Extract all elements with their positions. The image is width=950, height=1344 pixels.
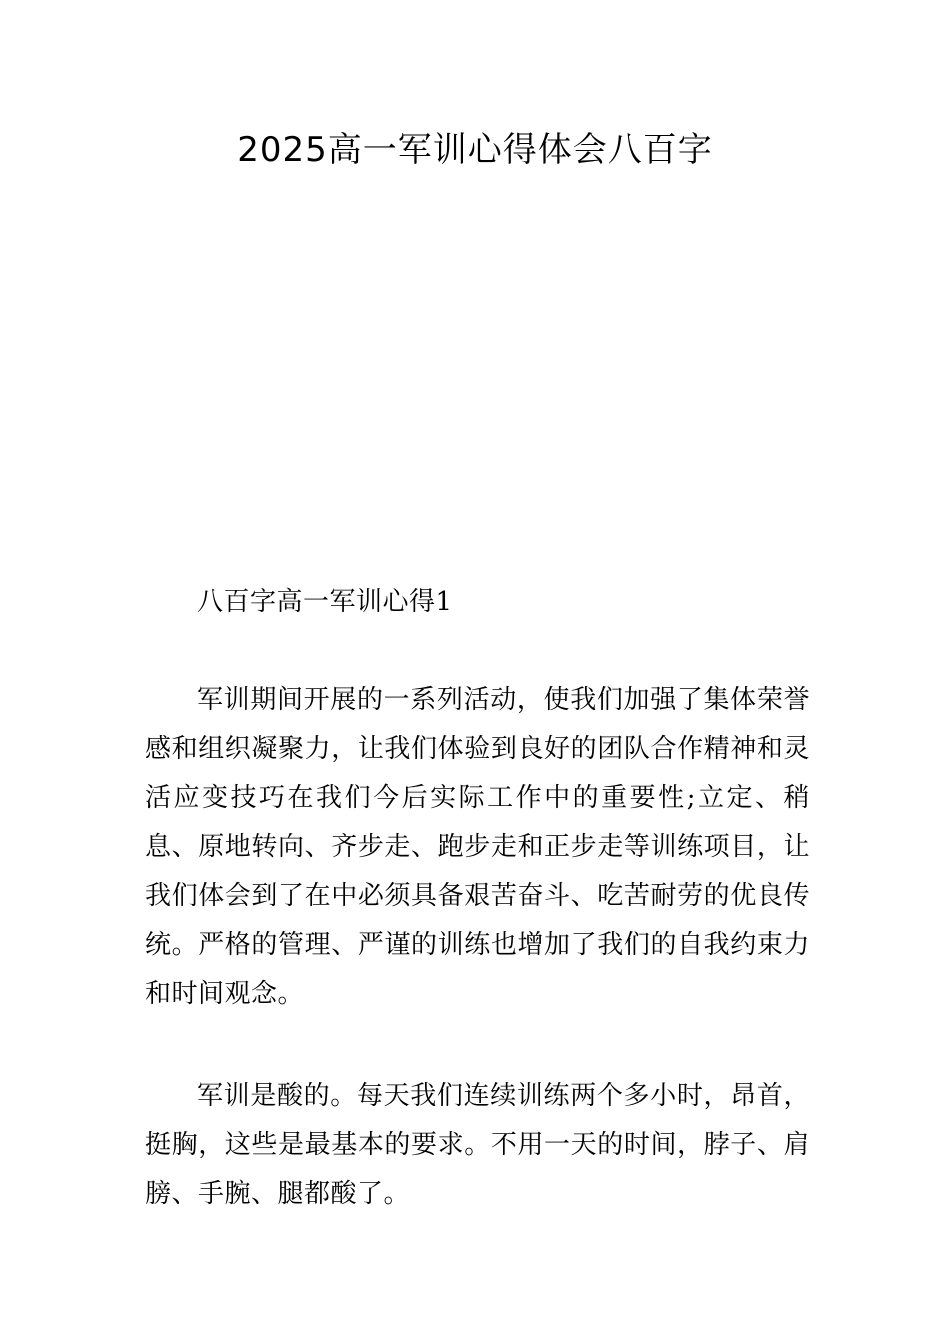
section-heading: 八百字高一军训心得1 bbox=[197, 587, 453, 617]
paragraph-1: 军训期间开展的一系列活动，使我们加强了集体荣誉感和组织凝聚力，让我们体验到良好的团队合作精神和灵活应变技巧在我们今后实际工作中的重要性;立定、稍息、原地转向、齐步走、跑步走和正步走等训练项目，让我们体会到了在中必须具备艰苦奋斗、吃苦耐劳的优良传统。严格的管理、严谨的训练也增加了我们的自我约束力和时间观念。 bbox=[145, 685, 810, 1009]
document-title: 2025高一军训心得体会八百字 bbox=[237, 130, 713, 170]
paragraph-2: 军训是酸的。每天我们连续训练两个多小时，昂首，挺胸，这些是最基本的要求。不用一天的时间，脖子、肩膀、手腕、腿都酸了。 bbox=[145, 1081, 810, 1209]
